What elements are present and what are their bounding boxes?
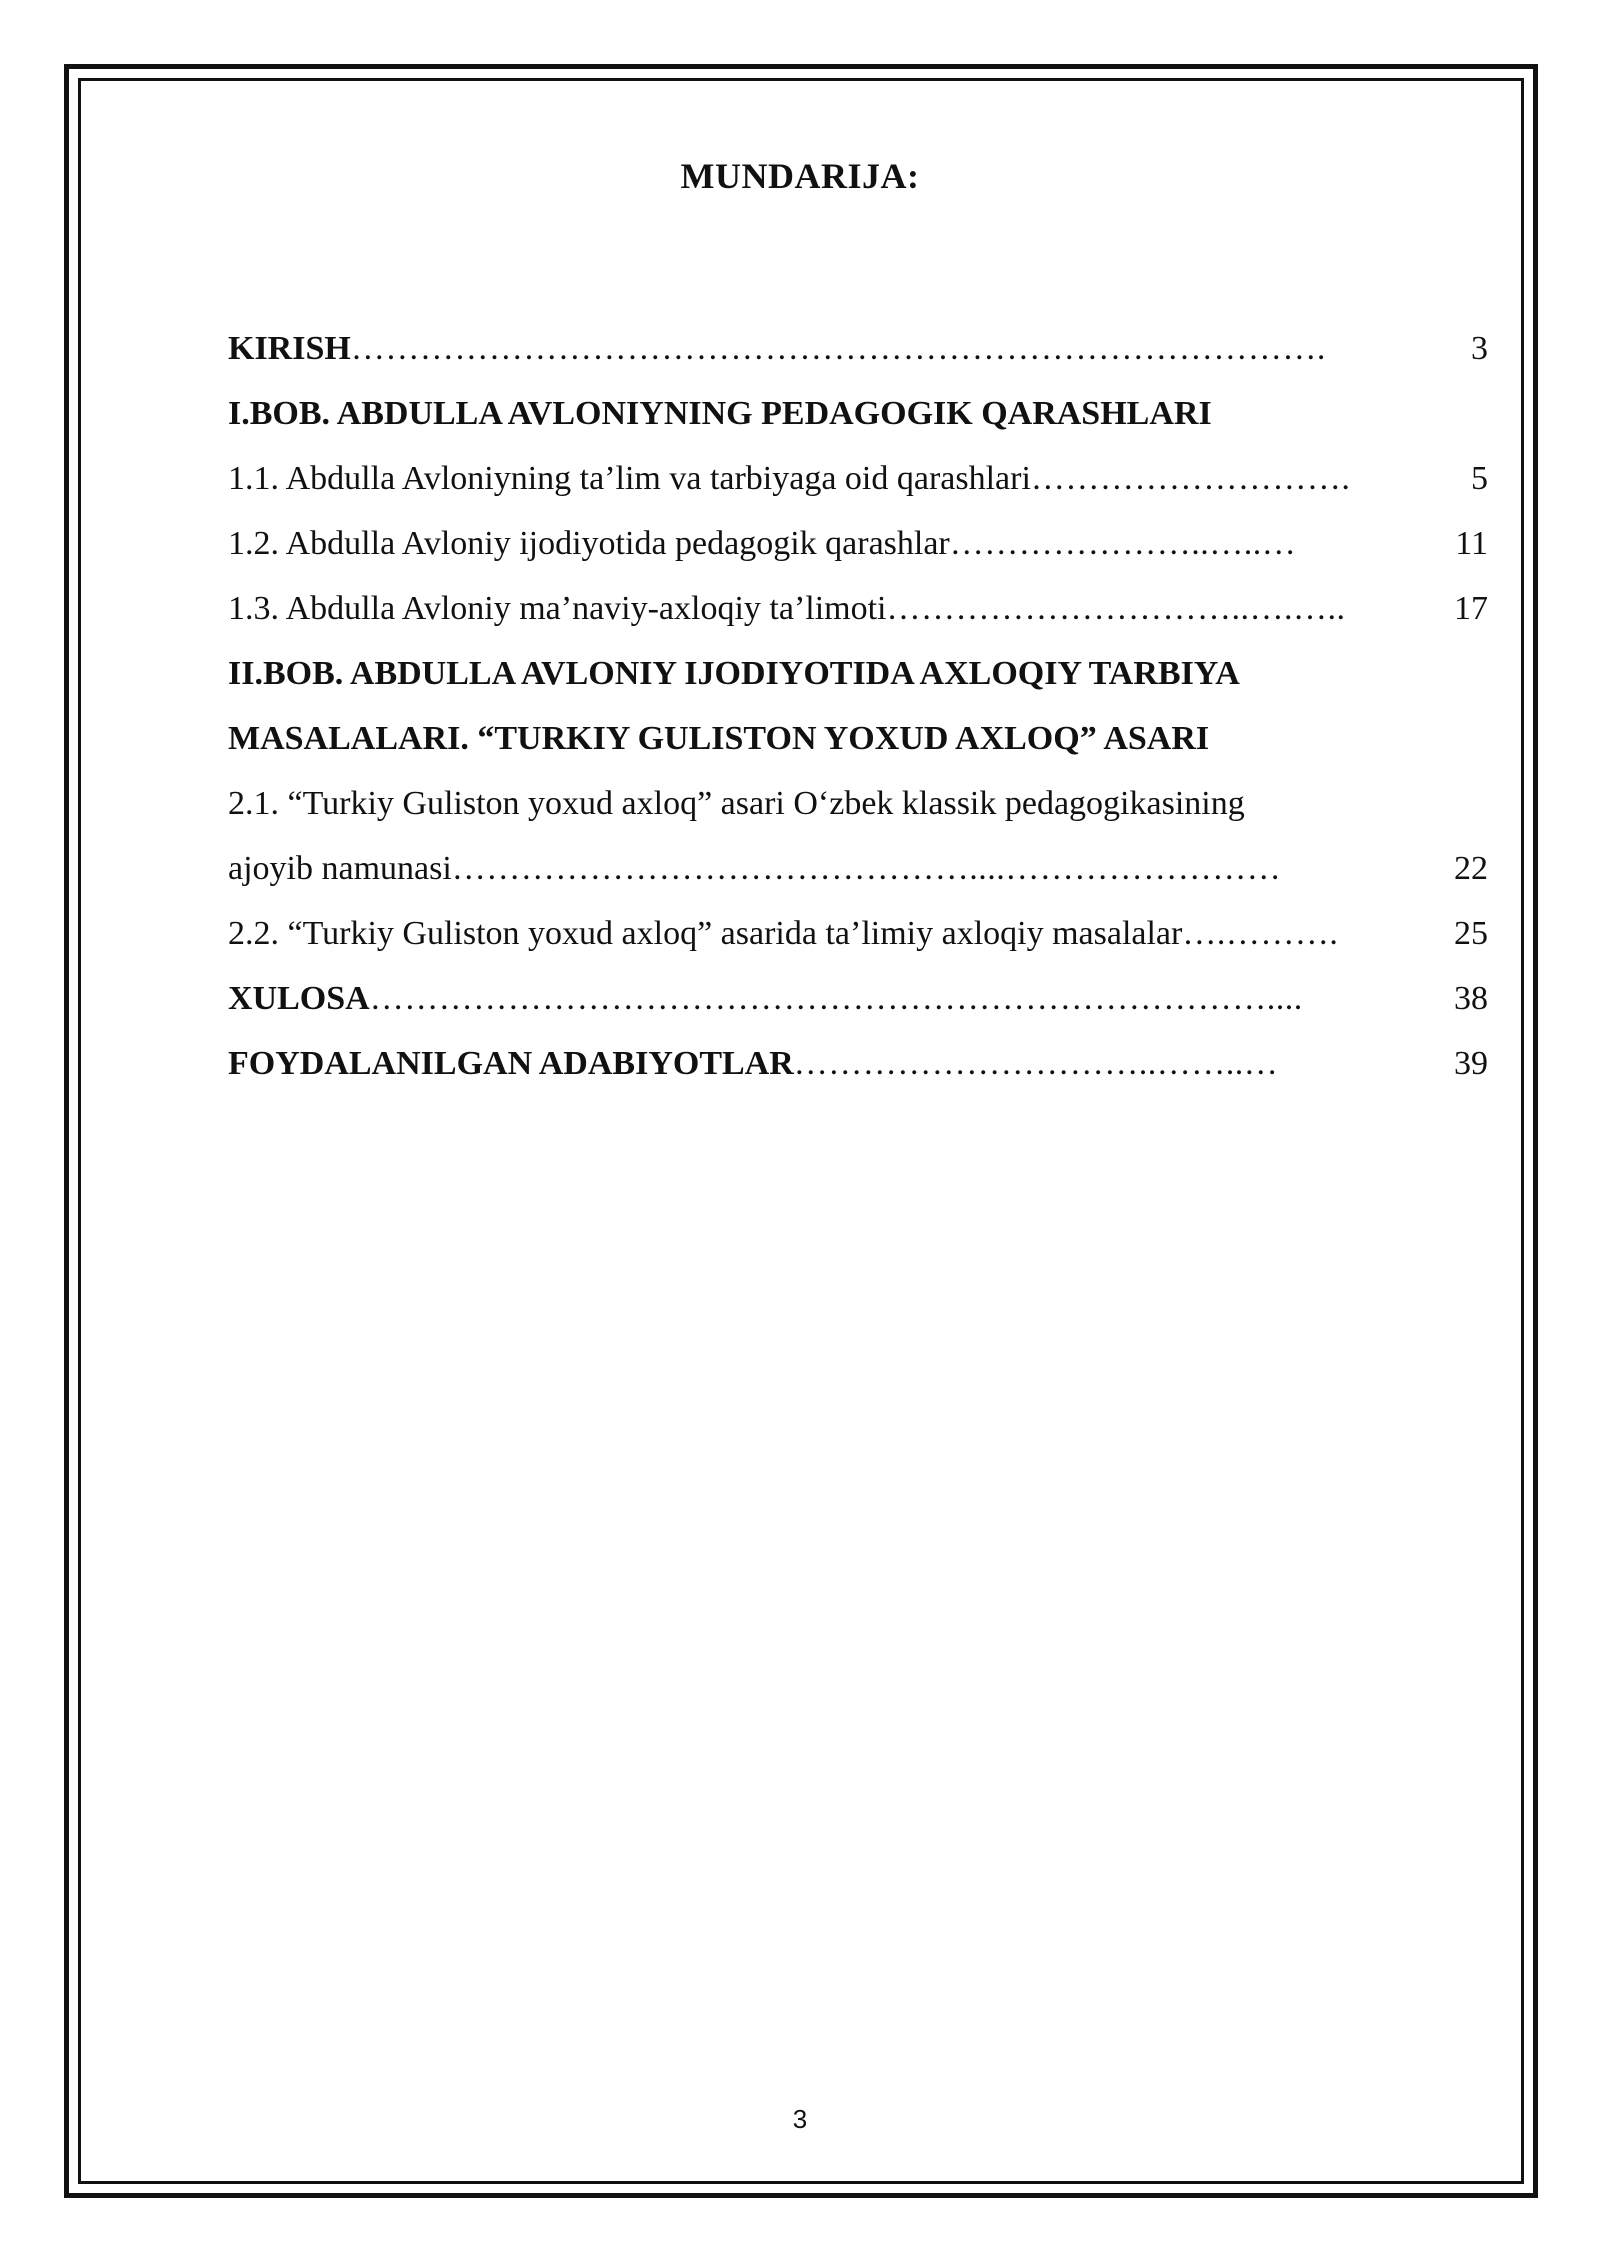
toc-leader-dots: …………………………………………………………………………. [350, 330, 1326, 367]
toc-page-number: 3 [1471, 330, 1488, 367]
toc-entry-label: XULOSA [228, 980, 370, 1017]
toc-entry-label: 2.2. “Turkiy Guliston yoxud axloq” asarida ta’limiy axloqiy masalalar [228, 915, 1183, 952]
toc-entry-xulosa[interactable] [228, 972, 1488, 1037]
toc-entry-adabiyotlar[interactable] [228, 1037, 1488, 1102]
toc-entry-label: MASALALARI. “TURKIY GULISTON YOXUD AXLOQ” ASARI [228, 720, 1210, 757]
toc-leader-dots: ………………………………………....…………………… [451, 850, 1282, 887]
toc-leader-dots: ………………………. [1030, 460, 1351, 497]
table-of-contents [228, 322, 1488, 1102]
toc-entry-label: 1.2. Abdulla Avloniy ijodiyotida pedagogik qarashlar [228, 525, 950, 562]
toc-entry-kirish[interactable] [228, 322, 1488, 387]
toc-page-number: 22 [1454, 850, 1488, 887]
toc-section-2-1-line-2[interactable] [228, 842, 1488, 907]
toc-page-number: 17 [1454, 590, 1488, 627]
toc-entry-label: KIRISH [228, 330, 351, 367]
toc-section-2-2[interactable] [228, 907, 1488, 972]
toc-section-1-1[interactable] [228, 452, 1488, 517]
toc-section-1-2[interactable] [228, 517, 1488, 582]
toc-entry-label: 2.1. “Turkiy Guliston yoxud axloq” asari O‘zbek klassik pedagogikasining [228, 785, 1245, 822]
toc-entry-label: II.BOB. ABDULLA AVLONIY IJODIYOTIDA AXLOQIY TARBIYA [228, 655, 1240, 692]
toc-page-number: 5 [1471, 460, 1488, 497]
toc-chapter-2-line-2[interactable] [228, 712, 1488, 777]
toc-leader-dots: ….………. [1182, 915, 1339, 952]
toc-entry-label: I.BOB. ABDULLA AVLONIYNING PEDAGOGIK QARASHLARI [228, 395, 1212, 432]
toc-page-number: 39 [1454, 1045, 1488, 1082]
toc-leader-dots: …………………………..….….. [886, 590, 1346, 627]
toc-page-number: 25 [1454, 915, 1488, 952]
toc-chapter-2-line-1[interactable] [228, 647, 1488, 712]
toc-leader-dots: …………………………..……..… [793, 1045, 1279, 1082]
toc-page-number: 11 [1455, 525, 1488, 562]
toc-entry-label: ajoyib namunasi [228, 850, 452, 887]
page-footer-number: 3 [792, 2104, 808, 2134]
toc-entry-label: 1.1. Abdulla Avloniyning ta’lim va tarbiyaga oid qarashlari [228, 460, 1031, 497]
toc-chapter-1[interactable] [228, 387, 1488, 452]
toc-entry-label: 1.3. Abdulla Avloniy ma’naviy-axloqiy ta’limoti [228, 590, 887, 627]
toc-leader-dots: …………………………………………………………………….... [369, 980, 1303, 1017]
toc-section-2-1-line-1[interactable] [228, 777, 1488, 842]
toc-page-number: 38 [1454, 980, 1488, 1017]
toc-entry-label: FOYDALANILGAN ADABIYOTLAR [228, 1045, 794, 1082]
toc-leader-dots: …………………..…..… [949, 525, 1297, 562]
page-title: MUNDARIJA: [680, 156, 920, 196]
toc-section-1-3[interactable] [228, 582, 1488, 647]
